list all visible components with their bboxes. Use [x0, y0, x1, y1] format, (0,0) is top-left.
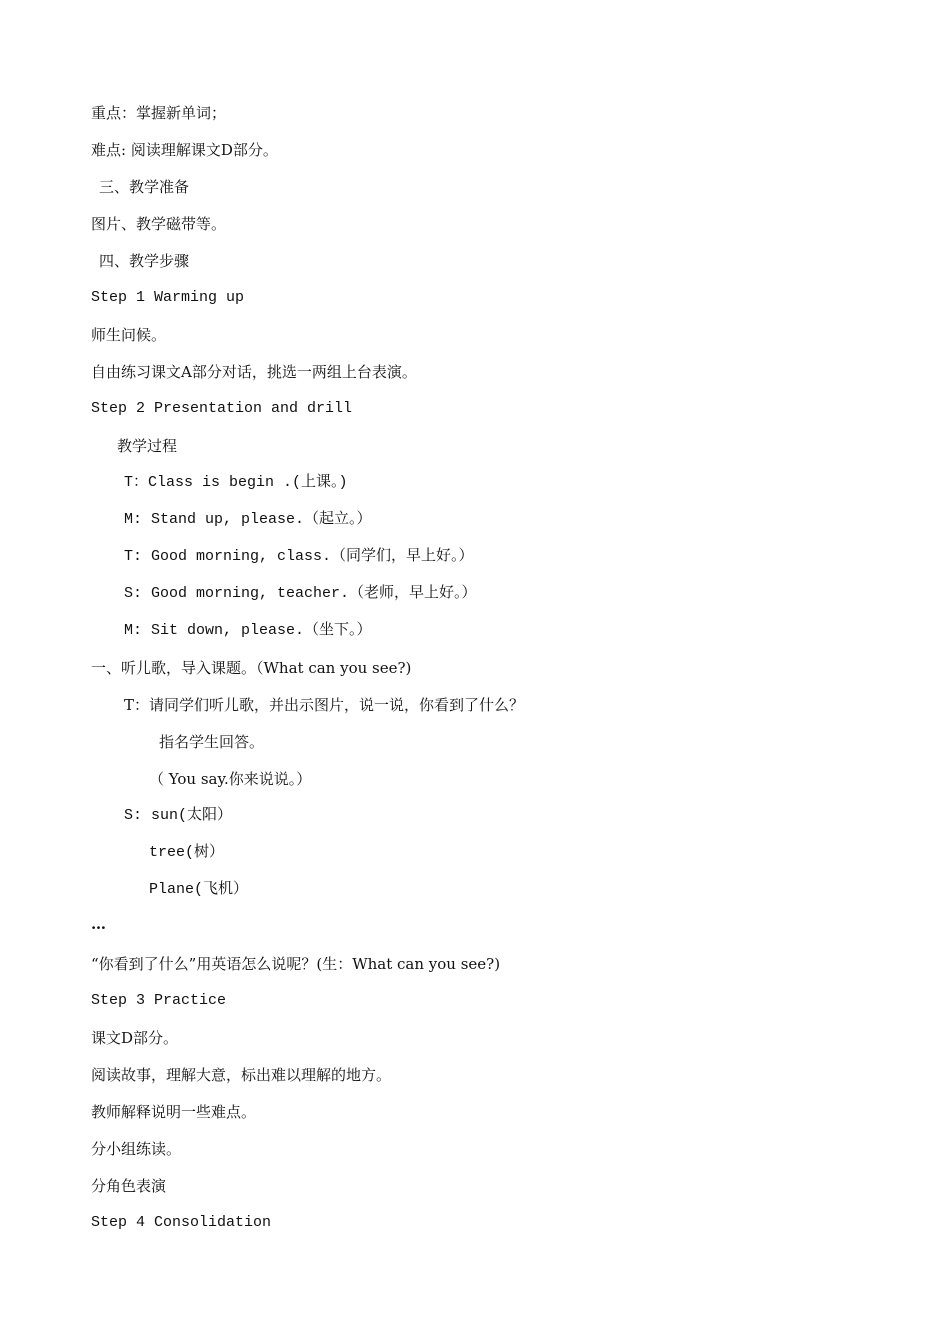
song-intro-line: 一、听儿歌，导入课题。（What can you see?)	[91, 659, 412, 677]
you-say-line: （ You say.你来说说。）	[149, 770, 312, 788]
dialogue-line-1: T：Class is begin .(上课。)	[124, 474, 348, 491]
teacher-instruction-line: T：请同学们听儿歌，并出示图片，说一说，你看到了什么？	[124, 696, 525, 714]
step4-heading: Step 4 Consolidation	[91, 1214, 272, 1231]
question-line: “你看到了什么”用英语怎么说呢？(生：What can you see?)	[91, 955, 501, 973]
process-heading: 教学过程	[117, 437, 178, 455]
student-answer-line: 指名学生回答。	[159, 733, 265, 751]
text-part-d-line: 课文D部分。	[91, 1029, 179, 1047]
student-sun-line: S: sun(太阳）	[124, 807, 233, 824]
dialogue-line-3: T: Good morning, class.（同学们，早上好。）	[124, 548, 474, 565]
dialogue-line-2: M: Stand up, please.（起立。）	[124, 511, 372, 528]
section-heading-steps: 四、教学步骤	[99, 252, 190, 270]
role-play-line: 分角色表演	[91, 1177, 167, 1195]
dialogue-line-5: M: Sit down, please.（坐下。）	[124, 622, 372, 639]
ellipsis-line: …	[91, 915, 107, 933]
step2-heading: Step 2 Presentation and drill	[91, 400, 353, 417]
step1-heading: Step 1 Warming up	[91, 289, 245, 306]
step3-heading: Step 3 Practice	[91, 992, 227, 1009]
greeting-line: 师生问候。	[91, 326, 167, 344]
student-tree-line: tree(树）	[149, 844, 225, 861]
difficult-point-line: 难点: 阅读理解课文D部分。	[91, 141, 278, 159]
section-heading-preparation: 三、教学准备	[99, 178, 190, 196]
dialogue-practice-line: 自由练习课文A部分对话，挑选一两组上台表演。	[91, 363, 417, 381]
read-story-line: 阅读故事，理解大意，标出难以理解的地方。	[91, 1066, 392, 1084]
materials-line: 图片、教学磁带等。	[91, 215, 227, 233]
teacher-explain-line: 教师解释说明一些难点。	[91, 1103, 257, 1121]
dialogue-line-4: S: Good morning, teacher.（老师，早上好。）	[124, 585, 477, 602]
group-reading-line: 分小组练读。	[91, 1140, 182, 1158]
key-point-line: 重点：掌握新单词；	[91, 104, 227, 122]
student-plane-line: Plane(飞机）	[149, 881, 249, 898]
